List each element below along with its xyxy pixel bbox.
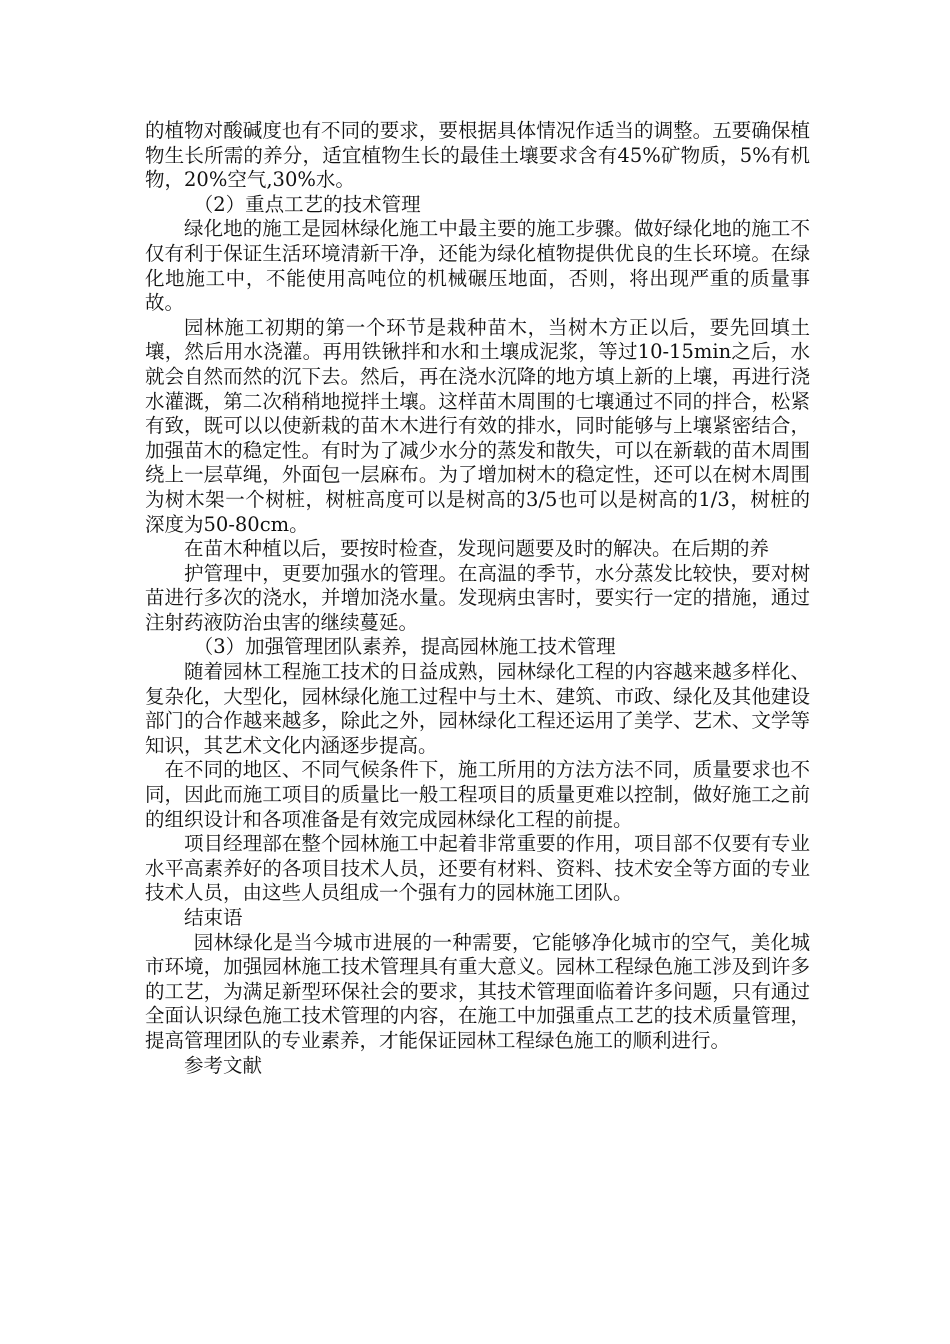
paragraph-project-department: 项目经理部在整个园林施工中起着非常重要的作用，项目部不仅要有专业水平高素养好的各项目技术人员，还要有材料、资料、技术安全等方面的专业技术人员，由这些人员组成一个强有力的园林施工团队。 [145, 832, 810, 905]
heading-key-process-management: （2）重点工艺的技术管理 [193, 192, 421, 216]
paragraph-quality-control: 在不同的地区、不同气候条件下，施工所用的方法方法不同，质量要求也不同，因此而施工项目的质量比一般工程项目的质量更难以控制，做好施工之前的组织设计和各项准备是有效完成园林绿化工程的前提。 [145, 758, 810, 831]
paragraph-soil-requirements: 的植物对酸碱度也有不同的要求，要根据具体情况作适当的调整。五要确保植物生长所需的养分，适宜植物生长的最佳土壤要求含有45%矿物质，5%有机物，20%空气,30%水。 [145, 119, 810, 192]
paragraph-inspection: 在苗木种植以后，要按时检查，发现问题要及时的解决。在后期的养 [184, 537, 770, 561]
paragraph-maintenance: 护管理中，更要加强水的管理。在高温的季节，水分蒸发比较快，要对树苗进行多次的浇水，并增加浇水量。发现病虫害时，要实行一定的措施，通过注射药液防治虫害的继续蔓延。 [145, 561, 810, 634]
heading-references: 参考文献 [184, 1053, 263, 1077]
heading-conclusion: 结束语 [184, 906, 243, 929]
heading-team-quality: （3）加强管理团队素养，提高园林施工技术管理 [193, 635, 616, 659]
paragraph-green-land-construction: 绿化地的施工是园林绿化施工中最主要的施工步骤。做好绿化地的施工不仅有利于保证生活环境清新干净，还能为绿化植物提供优良的生长环境。在绿化地施工中，不能使用高吨位的机械碾压地面，否则，将出现严重的质量事故。 [145, 217, 810, 315]
document-body [145, 119, 810, 1078]
paragraph-conclusion: 园林绿化是当今城市进展的一种需要，它能够净化城市的空气，美化城市环境，加强园林施工技术管理具有重大意义。园林工程绿色施工涉及到许多的工艺，为满足新型环保社会的要求，其技术管理面临着许多问题，只有通过全面认识绿色施工技术管理的内容，在施工中加强重点工艺的技术质量管理，提高管理团队的专业素养，才能保证园林工程绿色施工的顺利进行。 [145, 930, 810, 1052]
paragraph-technology-development: 随着园林工程施工技术的日益成熟，园林绿化工程的内容越来越多样化、复杂化，大型化，园林绿化施工过程中与土木、建筑、市政、绿化及其他建设部门的合作越来越多，除此之外，园林绿化工程还运用了美学、艺术、文学等知识，其艺术文化内涵逐步提高。 [145, 660, 810, 757]
paragraph-seedling-planting: 园林施工初期的第一个环节是栽种苗木，当树木方正以后，要先回填土壤，然后用水浇灌。再用铁锹拌和水和土壤成泥浆，等过10-15min之后，水就会自然而然的沉下去。然后，再在浇水沉降的地方填上新的上壤，再进行浇水灌溉，第二次稍稍地搅拌土壤。这样苗木周围的七壤通过不同的拌合，松紧有致，既可以以使新栽的苗木木进行有效的排水，同时能够与上壤紧密结合，加强苗木的稳定性。有时为了减少水分的蒸发和散失，可以在新载的苗木周围绕上一层草绳，外面包一层麻布。为了增加树木的稳定性，还可以在树木周围为树木架一个树桩，树桩高度可以是树高的3/5也可以是树高的1/3，树桩的深度为50-80cm。 [145, 315, 810, 536]
